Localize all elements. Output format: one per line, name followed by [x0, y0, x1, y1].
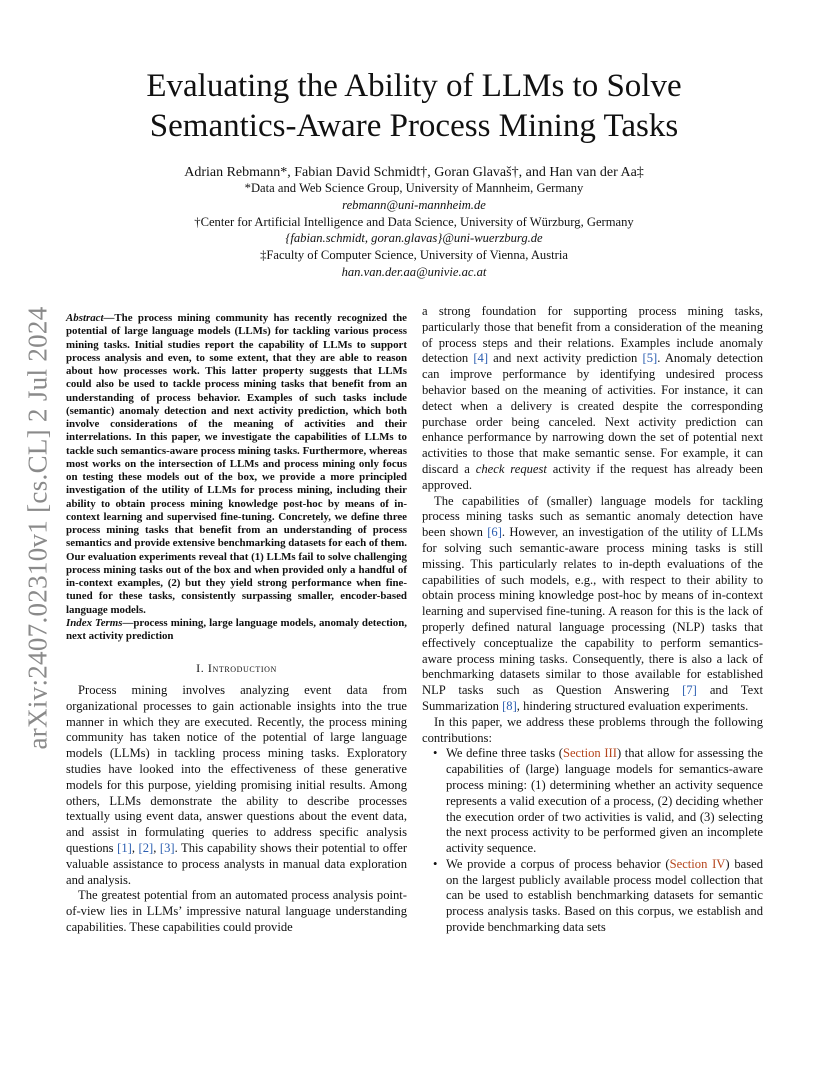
abstract-text: —The process mining community has recently recognized the potential of large language models (LLMs) for tackling various process mining tasks. Initial studies report the capability of LLMs to support process analysis and even, to some extent, that they are able to reason about how processes work. This latter property suggests that LLMs could also be used to tackle process mining tasks that benefit from an understanding of process behavior. Examples of such tasks include (semantic) anomaly detection and next activity prediction, which both involve considerations of the meaning of activities and their interrelations. In this paper, we investigate the capabilities of LLMs to tackle such semantics-aware process mining tasks. Furthermore, whereas most works on the intersection of LLMs and process mining only focus on testing these models out of the box, we provide a more principled investigation of the utility of LLMs for process mining, including their ability to obtain process mining knowledge post-hoc by means of in-context learning and supervised fine-tuning. Concretely, we define three process mining tasks that benefit from an understanding of process semantics and provide extensive benchmarking datasets for each of them. Our evaluation experiments reveal that (1) LLMs fail to solve challenging process mining tasks out of the box and when provided only a handful of in-context examples, (2) but they yield strong performance when fine-tuned for these tasks, consistently surpassing smaller, encoder-based language models. — [66, 312, 407, 616]
section-iii-link[interactable]: Section III — [562, 746, 617, 761]
right-p2-text-b: . However, an investigation of the utility of LLMs for solving such semantic-aware process mining tasks is still missing. This particularly relates to in-depth evaluations of the capabilities of such models, e.g., with respect to their ability to obtain process mining knowledge post-hoc by means of in-context learning and supervised fine-tuning. A reason for this is the lack of properly defined natural language processing (NLP) tasks that effectively conceptualize the capability to perform semantics-aware process mining tasks. Consequently, there is also a lack of benchmarking datasets similar to those available for established NLP tasks such as Question Answering — [422, 525, 763, 698]
affiliation-2-email: {fabian.schmidt, goran.glavas}@uni-wuerzburg.de — [285, 231, 543, 246]
author-list: Adrian Rebmann*, Fabian David Schmidt†, Goran Glavaš†, and Han van der Aa‡ — [184, 165, 644, 180]
right-p1-text-d: activity if the request has already been approved. — [422, 461, 763, 492]
bullet1-text-a: We define three tasks ( — [446, 746, 563, 761]
affiliation-1-email: rebmann@uni-mannheim.de — [342, 197, 486, 212]
right-paragraph-2 — [422, 494, 763, 715]
affiliation-1-name: *Data and Web Science Group, University of Mannheim, Germany — [244, 181, 584, 195]
intro-p1-text: Process mining involves analyzing event data from organizational processes to gain actionable insights into the true manner in which they are executed. Recently, the process mining community has taken notice of the potential of large language models (LLMs) in tackling process mining tasks. Exploratory studies have looked into the effectiveness of these generative models for this purpose, yielding promising initial results. Among others, LLMs demonstrate the ability to describe processes textually using event data, answer questions about the event data, and assist in formulating queries to address specific analysis questions — [66, 683, 407, 856]
title-line-2: Semantics-Aware Process Mining Tasks — [149, 108, 679, 144]
citation-6-link[interactable]: [6] — [487, 525, 502, 540]
abstract — [66, 312, 407, 617]
check-request-term: check request — [475, 461, 547, 476]
right-p1-text-a: a strong foundation for supporting process mining tasks, particularly those that benefit from a consideration of the meaning of process steps and their relations. Examples include anomaly detection — [422, 304, 763, 366]
arxiv-identifier-text: arXiv:2407.02310v1 [cs.CL] 2 Jul 2024 — [22, 306, 53, 750]
bullet2-text-b: ) based on the largest publicly available process model collection that can be used to establish benchmarking datasets for semantic process analysis tasks. Based on this corpus, we establish and provide benchmarking data sets — [446, 856, 763, 935]
affiliation-3-email: han.van.der.aa@univie.ac.at — [341, 264, 487, 279]
affiliation-3-name: ‡Faculty of Computer Science, University of Vienna, Austria — [260, 248, 568, 263]
intro-p1-text-end: . This capability shows their potential to offer valuable assistance to process analysts in manual data exploration and analysis. — [66, 841, 408, 887]
contribution-list — [422, 746, 763, 936]
index-terms-label: Index Terms — [66, 616, 123, 629]
arxiv-identifier-stamp — [18, 304, 58, 752]
title-line-1: Evaluating the Ability of LLMs to Solve — [146, 68, 682, 104]
right-p1-text-c: . Anomaly detection can improve performance by identifying undesired process behavior based on the meaning of activities. For instance, it can detect when a delivery is created despite the corresponding purchase order being canceled. Next activity prediction can enhance performance by narrowing down the set of potential next activities to those that make semantic sense. For example, it can discard a — [422, 351, 764, 476]
left-column — [66, 312, 407, 936]
contribution-item-2 — [446, 857, 763, 936]
intro-paragraph-1: Process mining involves analyzing event data from organizational processes to gain actionable insights into the true manner in which they are executed. Recently, the process mining community has taken notice of the potential of large language models (LLMs) in tackling process mining tasks. Exploratory studies have looked into the effectiveness of these generative models for this purpose, yielding promising initial results. Among others, LLMs demonstrate the ability to describe processes textually using event data, answer questions about the event data, and assist in formulating queries to address specific analysis questions [1], [2], [3]. This capability shows their potential to offer valuable assistance to process analysts in manual data exploration and analysis. — [66, 683, 408, 887]
affiliation-2-name: †Center for Artificial Intelligence and Data Science, University of Würzburg, Germany — [194, 214, 634, 229]
intro-paragraph-2: The greatest potential from an automated process analysis point-of-view lies in LLMs’ impressive natural language understanding capabilities. These capabilities could provide — [66, 888, 407, 934]
right-paragraph-3: In this paper, we address these problems through the following contributions: — [422, 714, 763, 745]
contribution-item-1 — [446, 746, 763, 857]
citation-3-link[interactable]: [3] — [159, 841, 175, 856]
affiliations — [80, 180, 748, 281]
bullet1-text-b: ) that allow for assessing the capabilities of (large) language models for semantics-aware process mining: (1) determining whether an activity sequence represents a valid execution of a process, (2) deciding whether the execution order of two activities is valid, and (3) selecting the next process activity to be performed given an incomplete activity sequence. — [446, 746, 764, 856]
right-p2-text-d: , hindering structured evaluation experiments. — [516, 698, 749, 713]
citation-4-link[interactable]: [4] — [473, 351, 489, 366]
paper-title — [80, 66, 748, 146]
right-column — [422, 304, 763, 936]
abstract-label: Abstract — [66, 312, 104, 324]
right-p2-text-a: The capabilities of (smaller) language models for tackling process mining tasks such as semantic anomaly detection have been shown — [422, 493, 763, 540]
index-terms — [66, 617, 407, 644]
citation-7-link[interactable]: [7] — [682, 683, 697, 698]
bullet2-text-a: We provide a corpus of process behavior ( — [446, 856, 670, 871]
citation-2-link[interactable]: [2] — [138, 841, 154, 856]
citation-5-link[interactable]: [5] — [642, 351, 658, 366]
section-heading-introduction: I. Introduction — [196, 661, 277, 676]
index-terms-text: —process mining, large language models, anomaly detection, next activity prediction — [66, 616, 407, 642]
right-p1-text-b: and next activity prediction — [488, 351, 643, 366]
right-paragraph-1 — [422, 304, 763, 494]
citation-8-link[interactable]: [8] — [502, 698, 517, 713]
citation-1-link[interactable]: [1] — [117, 841, 132, 856]
right-p2-text-c: and Text Summarization — [422, 683, 764, 713]
section-iv-link[interactable]: Section IV — [669, 856, 726, 871]
